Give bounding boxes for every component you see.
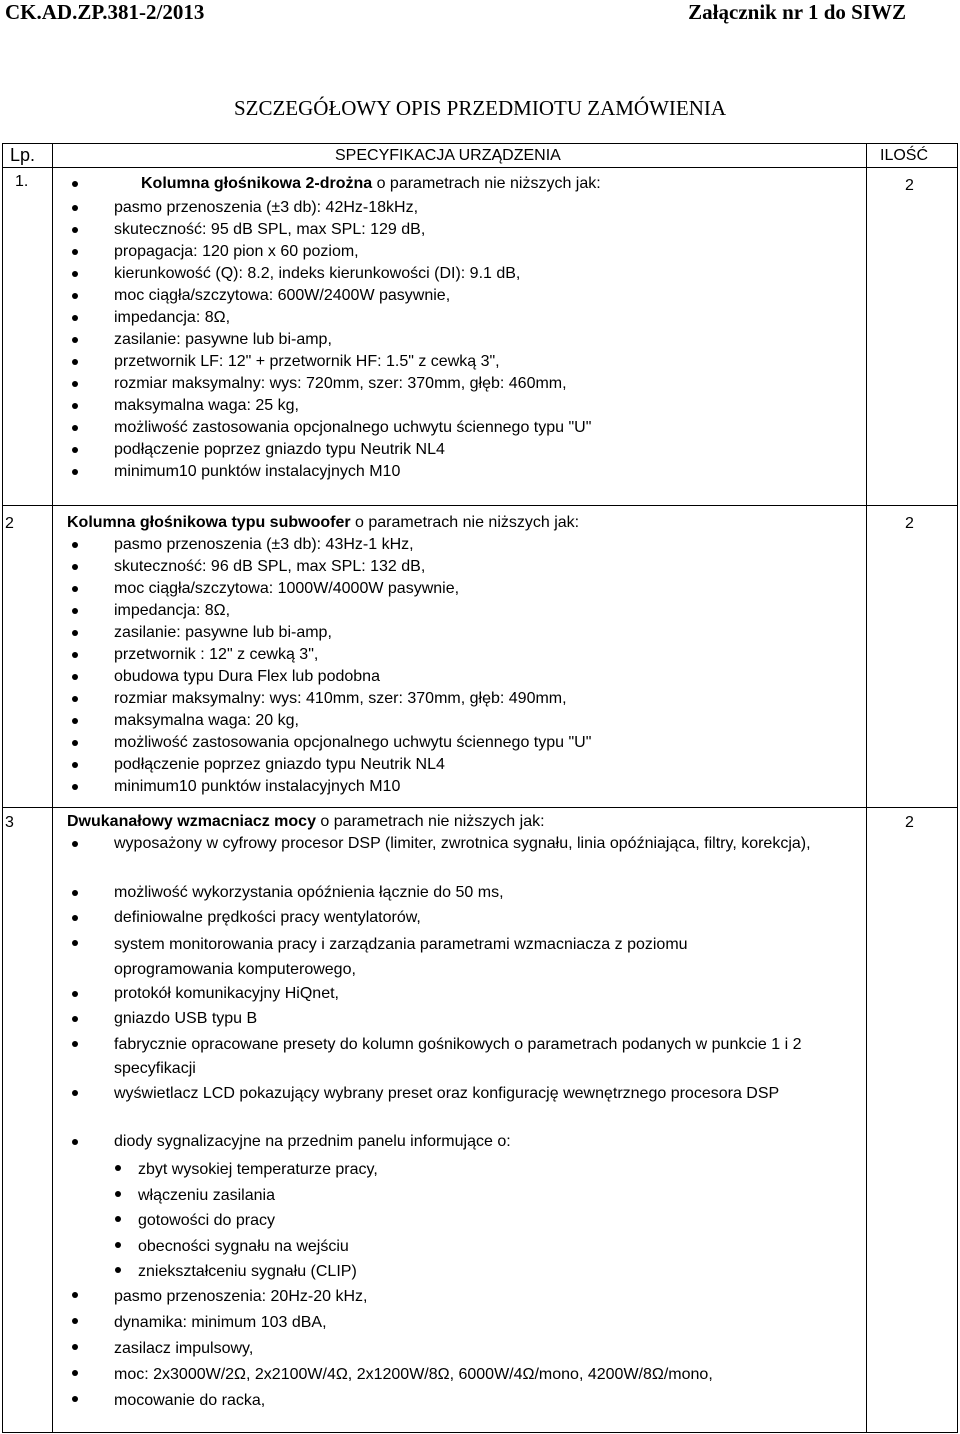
spec-item: zasilacz impulsowy, [114, 1336, 713, 1362]
spec-item: moc ciągła/szczytowa: 1000W/4000W pasywnie, [114, 578, 591, 600]
item-spec-list [114, 1033, 859, 1081]
item-spec-list [114, 932, 774, 982]
subspec-item: gotowości do pracy [138, 1208, 378, 1234]
column-header-qty: ILOŚĆ [880, 147, 929, 164]
item-name: Kolumna głośnikowa 2-drożna [141, 175, 373, 192]
spec-item: moc ciągła/szczytowa: 600W/2400W pasywnie, [114, 285, 591, 307]
table-right-border [957, 143, 958, 1433]
document-reference: CK.AD.ZP.381-2/2013 [5, 0, 205, 24]
item-spec-list [114, 534, 591, 798]
spec-item: pasmo przenoszenia: 20Hz-20 kHz, [114, 1284, 713, 1310]
spec-item: przetwornik : 12" z cewką 3", [114, 644, 591, 666]
spec-item: pasmo przenoszenia (±3 db): 43Hz-1 kHz, [114, 534, 591, 556]
table-header-divider [2, 167, 958, 168]
spec-item: impedancja: 8Ω, [114, 307, 591, 329]
spec-item: obudowa typu Dura Flex lub podobna [114, 666, 591, 688]
spec-item: zasilanie: pasywne lub bi-amp, [114, 329, 591, 351]
spec-item: gniazdo USB typu B [114, 1008, 257, 1030]
spec-item: wyposażony w cyfrowy procesor DSP (limiter, zwrotnica sygnału, linia opóźniająca, filtry, korekcja), [114, 833, 854, 855]
item-number: 2 [5, 515, 14, 532]
spec-item: dynamika: minimum 103 dBA, [114, 1310, 713, 1336]
spec-item: minimum10 punktów instalacyjnych M10 [114, 461, 591, 483]
row-divider-2 [2, 807, 958, 808]
table-top-border [2, 143, 958, 144]
item-name: Dwukanałowy wzmacniacz mocy [67, 813, 316, 830]
item-quantity: 2 [905, 814, 914, 831]
spec-item: fabrycznie opracowane presety do kolumn gośnikowych o parametrach podanych w punkcie 1 i 2 specyfikacji [114, 1033, 859, 1081]
item-spec-list [114, 983, 339, 1005]
item-spec-list [114, 882, 504, 904]
spec-item: maksymalna waga: 20 kg, [114, 710, 591, 732]
spec-item: minimum10 punktów instalacyjnych M10 [114, 776, 591, 798]
column-header-lp: Lp. [10, 145, 36, 165]
subspec-item: włączeniu zasilania [138, 1183, 378, 1209]
spec-item: skuteczność: 95 dB SPL, max SPL: 129 dB, [114, 219, 591, 241]
item-quantity: 2 [905, 177, 914, 194]
item-heading-rest: o parametrach nie niższych jak: [350, 514, 580, 531]
item-spec-list [114, 833, 854, 855]
spec-item: definiowalne prędkości pracy wentylatorów, [114, 907, 421, 929]
table-left-border [2, 143, 3, 1433]
spec-item: możliwość zastosowania opcjonalnego uchwytu ściennego typu "U" [114, 732, 591, 754]
item-subspec-list [138, 1157, 378, 1285]
spec-item: diody sygnalizacyjne na przednim panelu informujące o: [114, 1131, 511, 1153]
spec-item: rozmiar maksymalny: wys: 720mm, szer: 370mm, głęb: 460mm, [114, 373, 591, 395]
item-heading [67, 512, 579, 534]
spec-item: przetwornik LF: 12" + przetwornik HF: 1.5" z cewką 3", [114, 351, 591, 373]
bullet-icon [72, 181, 78, 187]
column-header-spec: SPECYFIKACJA URZĄDZENIA [335, 147, 561, 164]
item-spec-list [114, 197, 591, 483]
page-title: SZCZEGÓŁOWY OPIS PRZEDMIOTU ZAMÓWIENIA [233, 96, 727, 120]
item-number: 1. [15, 173, 29, 190]
spec-item: możliwość wykorzystania opóźnienia łącznie do 50 ms, [114, 882, 504, 904]
table-bottom-border [2, 1432, 958, 1433]
row-divider-1 [2, 505, 958, 506]
item-spec-list [114, 1082, 834, 1106]
item-spec-list [114, 1284, 713, 1414]
spec-item: możliwość zastosowania opcjonalnego uchwytu ściennego typu "U" [114, 417, 591, 439]
item-spec-list [114, 1008, 257, 1030]
spec-item: propagacja: 120 pion x 60 poziom, [114, 241, 591, 263]
spec-item: kierunkowość (Q): 8.2, indeks kierunkowości (DI): 9.1 dB, [114, 263, 591, 285]
spec-item: protokół komunikacyjny HiQnet, [114, 983, 339, 1005]
spec-item: moc: 2x3000W/2Ω, 2x2100W/4Ω, 2x1200W/8Ω, 6000W/4Ω/mono, 4200W/8Ω/mono, [114, 1362, 713, 1388]
col-divider-lp [52, 143, 53, 1433]
spec-item: rozmiar maksymalny: wys: 410mm, szer: 370mm, głęb: 490mm, [114, 688, 591, 710]
spec-item: maksymalna waga: 25 kg, [114, 395, 591, 417]
item-heading-rest: o parametrach nie niższych jak: [315, 813, 545, 830]
item-number: 3 [5, 814, 14, 831]
item-heading-rest: o parametrach nie niższych jak: [372, 175, 601, 192]
item-name: Kolumna głośnikowa typu subwoofer [67, 514, 351, 531]
item-heading [141, 173, 601, 195]
spec-item: pasmo przenoszenia (±3 db): 42Hz-18kHz, [114, 197, 591, 219]
item-quantity: 2 [905, 515, 914, 532]
subspec-item: zbyt wysokiej temperaturze pracy, [138, 1157, 378, 1183]
spec-item: impedancja: 8Ω, [114, 600, 591, 622]
item-heading [67, 811, 545, 833]
spec-item: podłączenie poprzez gniazdo typu Neutrik NL4 [114, 754, 591, 776]
spec-item: podłączenie poprzez gniazdo typu Neutrik NL4 [114, 439, 591, 461]
spec-item: wyświetlacz LCD pokazujący wybrany preset oraz konfigurację wewnętrznego procesora DSP [114, 1082, 834, 1106]
spec-item: system monitorowania pracy i zarządzania parametrami wzmacniacza z poziomu oprogramowania komputerowego, [114, 932, 774, 982]
attachment-label: Załącznik nr 1 do SIWZ [688, 0, 906, 24]
item-spec-list [114, 1131, 511, 1153]
subspec-item: obecności sygnału na wejściu [138, 1234, 378, 1260]
subspec-item: zniekształceniu sygnału (CLIP) [138, 1259, 378, 1285]
item-spec-list [114, 907, 421, 929]
spec-item: mocowanie do racka, [114, 1388, 713, 1414]
spec-item: skuteczność: 96 dB SPL, max SPL: 132 dB, [114, 556, 591, 578]
col-divider-qty [866, 143, 867, 1433]
spec-item: zasilanie: pasywne lub bi-amp, [114, 622, 591, 644]
